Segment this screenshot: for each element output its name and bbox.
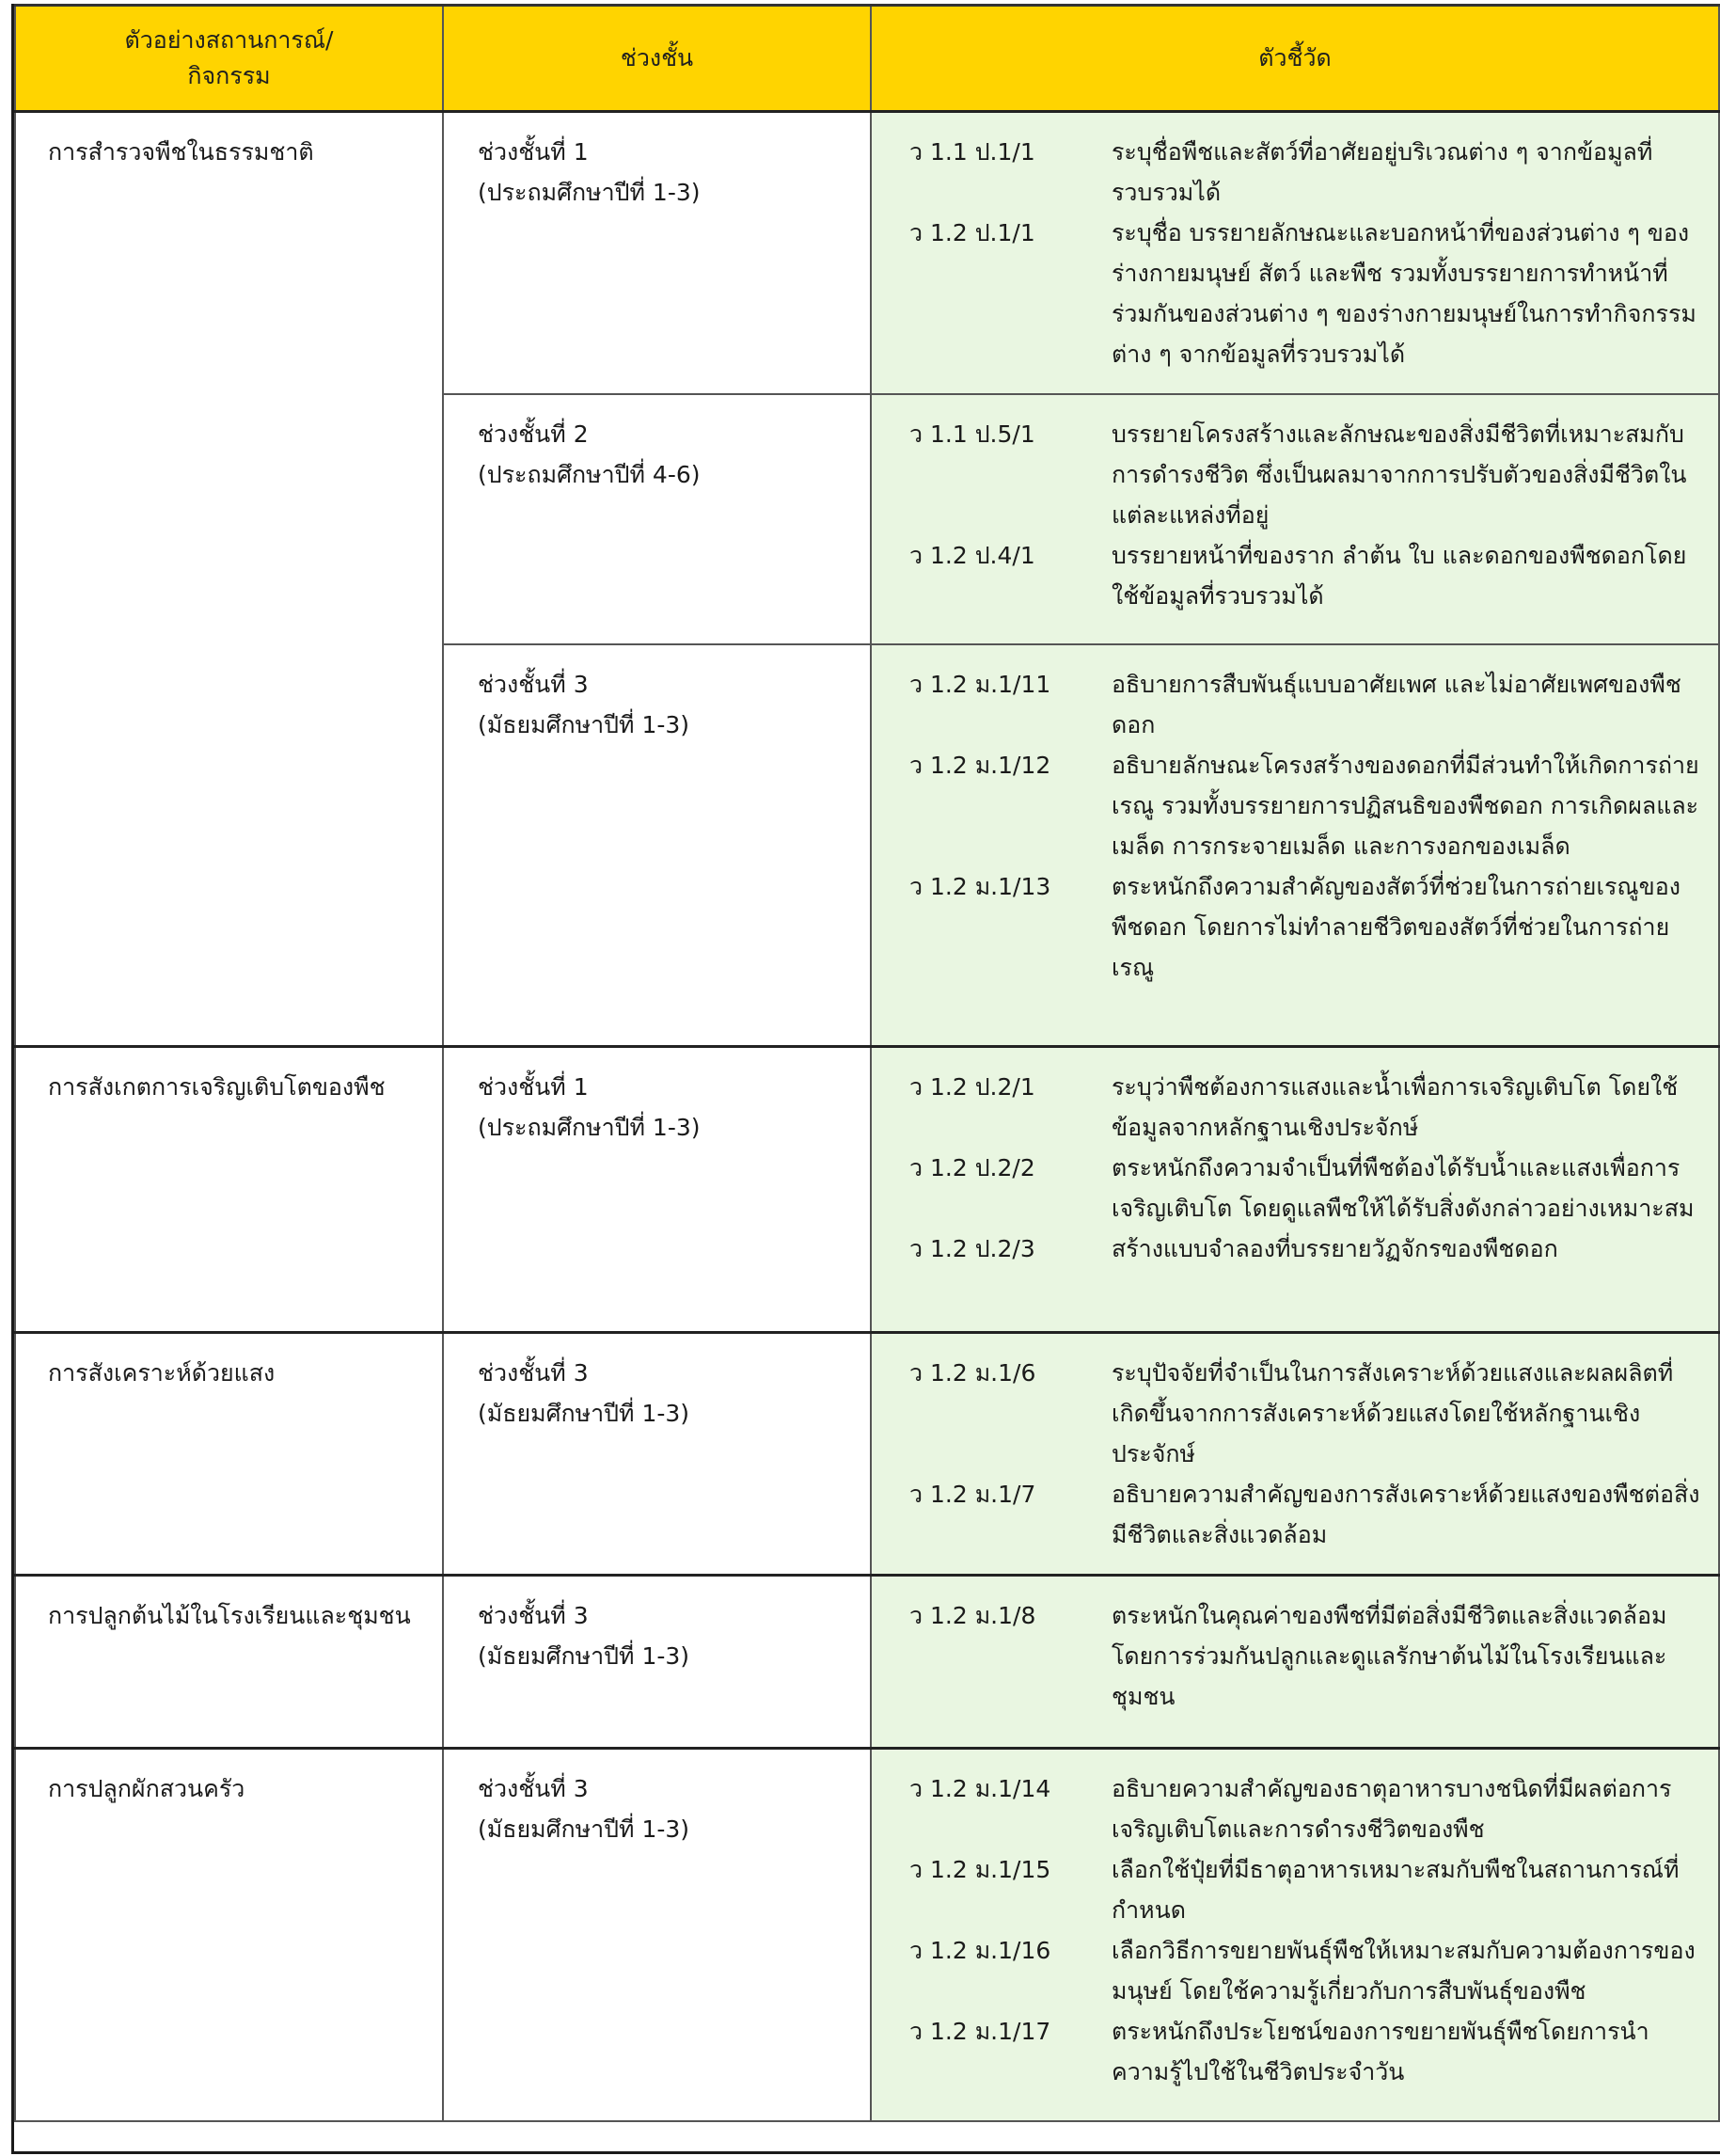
indicator-code: ว 1.2 ม.1/13	[909, 872, 1051, 900]
indicator-cell	[871, 1333, 1719, 1576]
indicator-text: สร้างแบบจำลองที่บรรยายวัฏจักรของพืชดอก	[1112, 1235, 1558, 1262]
indicator-code: ว 1.1 ป.1/1	[909, 138, 1035, 166]
level-name: ช่วงชั้นที่ 3	[478, 1775, 589, 1802]
level-grades: (มัธยมศึกษาปีที่ 1-3)	[478, 1642, 690, 1670]
level-grades: (มัธยมศึกษาปีที่ 1-3)	[478, 1400, 690, 1427]
activity-name: การปลูกต้นไม้ในโรงเรียนและชุมชน	[48, 1602, 411, 1629]
indicator-code: ว 1.2 ม.1/8	[909, 1602, 1036, 1629]
indicator-code: ว 1.2 ป.2/1	[909, 1073, 1035, 1101]
indicator-text: ตระหนักถึงความสำคัญของสัตว์ที่ช่วยในการถ่ายเรณูของพืชดอก โดยการไม่ทำลายชีวิตของสัตว์ที่ช่วยในการถ่ายเรณู	[1112, 872, 1681, 981]
indicator-code: ว 1.2 ป.1/1	[909, 219, 1035, 246]
level-name: ช่วงชั้นที่ 3	[478, 1602, 589, 1629]
header-activity	[15, 6, 443, 112]
activity-cell	[15, 1333, 443, 1576]
indicator-cell	[871, 1749, 1719, 2121]
activity-name: การสังเคราะห์ด้วยแสง	[48, 1359, 276, 1387]
indicator-text: ตระหนักถึงประโยชน์ของการขยายพันธุ์พืชโดยการนำความรู้ไปใช้ในชีวิตประจำวัน	[1112, 2018, 1649, 2085]
indicator-item	[909, 1849, 1703, 1930]
header-activity-label: ตัวอย่างสถานการณ์/ กิจกรรม	[124, 26, 334, 89]
indicator-item	[909, 535, 1703, 616]
header-level-label: ช่วงชั้น	[620, 44, 694, 71]
indicator-text: อธิบายความสำคัญของการสังเคราะห์ด้วยแสงของพืชต่อสิ่งมีชีวิตและสิ่งแวดล้อม	[1112, 1481, 1700, 1548]
header-level	[443, 6, 871, 112]
level-grades: (ประถมศึกษาปีที่ 4-6)	[478, 460, 701, 488]
table-row	[15, 1749, 1719, 2121]
indicator-code: ว 1.2 ม.1/16	[909, 1937, 1051, 1964]
indicator-code: ว 1.2 ป.4/1	[909, 541, 1035, 569]
activity-cell	[15, 1576, 443, 1749]
indicator-item	[909, 1474, 1703, 1555]
indicator-code: ว 1.1 ป.5/1	[909, 420, 1035, 448]
indicator-text: ตระหนักถึงความจำเป็นที่พืชต้องได้รับน้ำและแสงเพื่อการเจริญเติบโต โดยดูแลพืชให้ได้รับสิ่งดังกล่าวอย่างเหมาะสม	[1112, 1154, 1695, 1222]
level-name: ช่วงชั้นที่ 1	[478, 138, 589, 166]
indicator-text: บรรยายหน้าที่ของราก ลำต้น ใบ และดอกของพืชดอกโดยใช้ข้อมูลที่รวบรวมได้	[1112, 541, 1687, 610]
header-indicator-label: ตัวชี้วัด	[1258, 44, 1332, 71]
indicator-table-page	[11, 4, 1720, 2154]
indicator-text: ระบุชื่อพืชและสัตว์ที่อาศัยอยู่บริเวณต่าง ๆ จากข้อมูลที่รวบรวมได้	[1112, 138, 1653, 206]
level-name: ช่วงชั้นที่ 2	[478, 420, 589, 448]
activity-name: การปลูกผักสวนครัว	[48, 1775, 245, 1802]
activity-cell	[15, 1047, 443, 1333]
indicator-item	[909, 745, 1703, 866]
indicator-item	[909, 1930, 1703, 2011]
table-header-row	[15, 6, 1719, 112]
indicator-cell	[871, 644, 1719, 1047]
indicator-text: เลือกใช้ปุ๋ยที่มีธาตุอาหารเหมาะสมกับพืชในสถานการณ์ที่กำหนด	[1112, 1856, 1680, 1924]
level-grades: (มัธยมศึกษาปีที่ 1-3)	[478, 710, 690, 738]
indicator-item	[909, 1148, 1703, 1229]
indicator-item	[909, 1229, 1703, 1269]
table-row	[15, 1576, 1719, 1749]
table-row	[15, 1047, 1719, 1333]
activity-name: การสำรวจพืชในธรรมชาติ	[48, 138, 314, 166]
indicator-item	[909, 213, 1703, 374]
level-name: ช่วงชั้นที่ 3	[478, 670, 589, 698]
indicator-code: ว 1.2 ป.2/2	[909, 1154, 1035, 1181]
indicator-text: บรรยายโครงสร้างและลักษณะของสิ่งมีชีวิตที่เหมาะสมกับการดำรงชีวิต ซึ่งเป็นผลมาจากการปรับตัวของสิ่งมีชีวิตในแต่ละแหล่งที่อยู่	[1112, 420, 1687, 529]
activity-cell	[15, 1749, 443, 2121]
indicator-text: ระบุว่าพืชต้องการแสงและน้ำเพื่อการเจริญเติบโต โดยใช้ข้อมูลจากหลักฐานเชิงประจักษ์	[1112, 1073, 1679, 1141]
table-row	[15, 1333, 1719, 1576]
indicator-item	[909, 1768, 1703, 1849]
indicator-code: ว 1.2 ม.1/15	[909, 1856, 1051, 1883]
level-cell	[443, 394, 871, 644]
indicator-code: ว 1.2 ม.1/6	[909, 1359, 1036, 1387]
indicator-code: ว 1.2 ม.1/7	[909, 1481, 1036, 1508]
indicator-code: ว 1.2 ม.1/11	[909, 670, 1051, 698]
indicator-code: ว 1.2 ม.1/17	[909, 2018, 1051, 2045]
indicator-code: ว 1.2 ม.1/14	[909, 1775, 1051, 1802]
indicator-code: ว 1.2 ม.1/12	[909, 751, 1051, 779]
level-cell	[443, 1047, 871, 1333]
indicator-cell	[871, 394, 1719, 644]
indicator-text: อธิบายลักษณะโครงสร้างของดอกที่มีส่วนทำให้เกิดการถ่ายเรณู รวมทั้งบรรยายการปฏิสนธิของพืชดอก การเกิดผลและเมล็ด การกระจายเมล็ด และการงอกของเมล็ด	[1112, 751, 1699, 860]
indicator-cell	[871, 112, 1719, 394]
level-cell	[443, 1749, 871, 2121]
activity-cell	[15, 112, 443, 1047]
level-name: ช่วงชั้นที่ 1	[478, 1073, 589, 1101]
indicator-text: ระบุชื่อ บรรยายลักษณะและบอกหน้าที่ของส่วนต่าง ๆ ของร่างกายมนุษย์ สัตว์ และพืช รวมทั้งบรรยายการทำหน้าที่ร่วมกันของส่วนต่าง ๆ ของร่างกายมนุษย์ในการทำกิจกรรมต่าง ๆ จากข้อมูลที่รวบรวมได้	[1112, 219, 1696, 368]
indicator-item	[909, 1595, 1703, 1717]
indicator-item	[909, 664, 1703, 745]
indicator-text: ตระหนักในคุณค่าของพืชที่มีต่อสิ่งมีชีวิตและสิ่งแวดล้อม โดยการร่วมกันปลูกและดูแลรักษาต้นไม้ในโรงเรียนและชุมชน	[1112, 1602, 1667, 1710]
table-body	[15, 112, 1719, 2121]
indicator-text: เลือกวิธีการขยายพันธุ์พืชให้เหมาะสมกับความต้องการของมนุษย์ โดยใช้ความรู้เกี่ยวกับการสืบพันธุ์ของพืช	[1112, 1937, 1696, 2005]
level-cell	[443, 112, 871, 394]
indicator-item	[909, 866, 1703, 988]
indicator-cell	[871, 1047, 1719, 1333]
header-indicator	[871, 6, 1719, 112]
indicator-text: อธิบายความสำคัญของธาตุอาหารบางชนิดที่มีผลต่อการเจริญเติบโตและการดำรงชีวิตของพืช	[1112, 1775, 1672, 1843]
level-name: ช่วงชั้นที่ 3	[478, 1359, 589, 1387]
level-grades: (ประถมศึกษาปีที่ 1-3)	[478, 179, 701, 206]
indicator-cell	[871, 1576, 1719, 1749]
level-grades: (มัธยมศึกษาปีที่ 1-3)	[478, 1815, 690, 1843]
indicator-item	[909, 414, 1703, 535]
indicator-table	[14, 4, 1720, 2122]
level-cell	[443, 1333, 871, 1576]
table-row	[15, 112, 1719, 394]
indicator-item	[909, 1353, 1703, 1474]
level-grades: (ประถมศึกษาปีที่ 1-3)	[478, 1114, 701, 1141]
indicator-text: อธิบายการสืบพันธุ์แบบอาศัยเพศ และไม่อาศัยเพศของพืชดอก	[1112, 670, 1681, 738]
level-cell	[443, 1576, 871, 1749]
level-cell	[443, 644, 871, 1047]
indicator-text: ระบุปัจจัยที่จำเป็นในการสังเคราะห์ด้วยแสงและผลผลิตที่เกิดขึ้นจากการสังเคราะห์ด้วยแสงโดยใช้หลักฐานเชิงประจักษ์	[1112, 1359, 1674, 1467]
indicator-item	[909, 2011, 1703, 2092]
activity-name: การสังเกตการเจริญเติบโตของพืช	[48, 1073, 386, 1101]
indicator-item	[909, 1067, 1703, 1148]
indicator-item	[909, 132, 1703, 213]
indicator-code: ว 1.2 ป.2/3	[909, 1235, 1035, 1262]
